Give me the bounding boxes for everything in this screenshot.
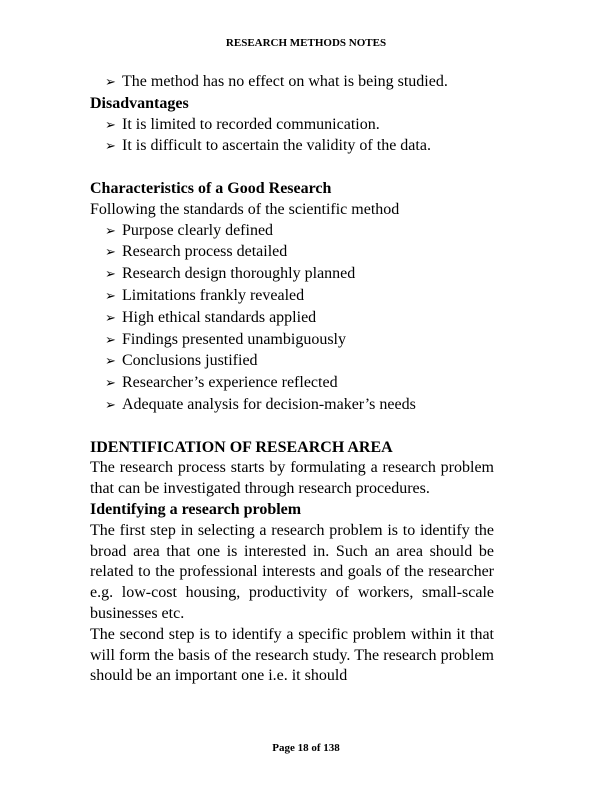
bullet-item: ➢ Researcher’s experience reflected: [90, 373, 494, 395]
characteristics-intro: Following the standards of the scientific method: [90, 200, 400, 218]
bullet-item: ➢ Research process detailed: [90, 242, 494, 264]
identification-heading: IDENTIFICATION OF RESEARCH AREA: [90, 438, 393, 456]
bullet-item: ➢ Research design thoroughly planned: [90, 264, 494, 286]
bullet-item: ➢ Limitations frankly revealed: [90, 286, 494, 308]
page-content: [90, 72, 494, 687]
second-step-paragraph: The second step is to identify a specific problem within it that will form the basis of the research study. The research problem should be an important one i.e. it should: [90, 625, 494, 685]
page-header: RESEARCH METHODS NOTES: [225, 37, 387, 49]
bullet-item: ➢ Findings presented unambiguously: [90, 330, 494, 352]
disadvantages-heading: Disadvantages: [90, 94, 189, 112]
arrow-bullet-icon: ➢: [105, 139, 116, 155]
bullet-item: ➢ High ethical standards applied: [90, 308, 494, 330]
arrow-bullet-icon: ➢: [105, 397, 116, 413]
bullet-item: ➢ It is limited to recorded communication.: [90, 115, 494, 137]
characteristics-heading: Characteristics of a Good Research: [90, 179, 332, 197]
bullet-item: ➢ Adequate analysis for decision-maker’s needs: [90, 395, 494, 417]
arrow-bullet-icon: ➢: [105, 310, 116, 326]
arrow-bullet-icon: ➢: [105, 354, 116, 370]
bullet-item: ➢ Conclusions justified: [90, 351, 494, 373]
bullet-item: ➢ The method has no effect on what is being studied.: [90, 72, 494, 94]
arrow-bullet-icon: ➢: [105, 267, 116, 283]
arrow-bullet-icon: ➢: [105, 75, 116, 90]
page-footer: Page 18 of 138: [272, 742, 340, 754]
arrow-bullet-icon: ➢: [105, 332, 116, 348]
bullet-item: ➢ Purpose clearly defined: [90, 221, 494, 243]
arrow-bullet-icon: ➢: [105, 376, 116, 392]
bullet-item: ➢ It is difficult to ascertain the validity of the data.: [90, 136, 494, 158]
arrow-bullet-icon: ➢: [105, 288, 116, 304]
arrow-bullet-icon: ➢: [105, 245, 116, 261]
arrow-bullet-icon: ➢: [105, 223, 116, 239]
first-step-paragraph: The first step in selecting a research problem is to identify the broad area that one is interested in. Such an area should be related to the professional interests and goals of the researcher e.g. low-cost housing, productivity of workers, small-scale businesses etc.: [90, 521, 494, 622]
identification-paragraph: The research process starts by formulating a research problem that can be investigated through research procedures.: [90, 459, 494, 498]
identifying-problem-subheading: Identifying a research problem: [90, 500, 302, 518]
arrow-bullet-icon: ➢: [105, 117, 116, 133]
